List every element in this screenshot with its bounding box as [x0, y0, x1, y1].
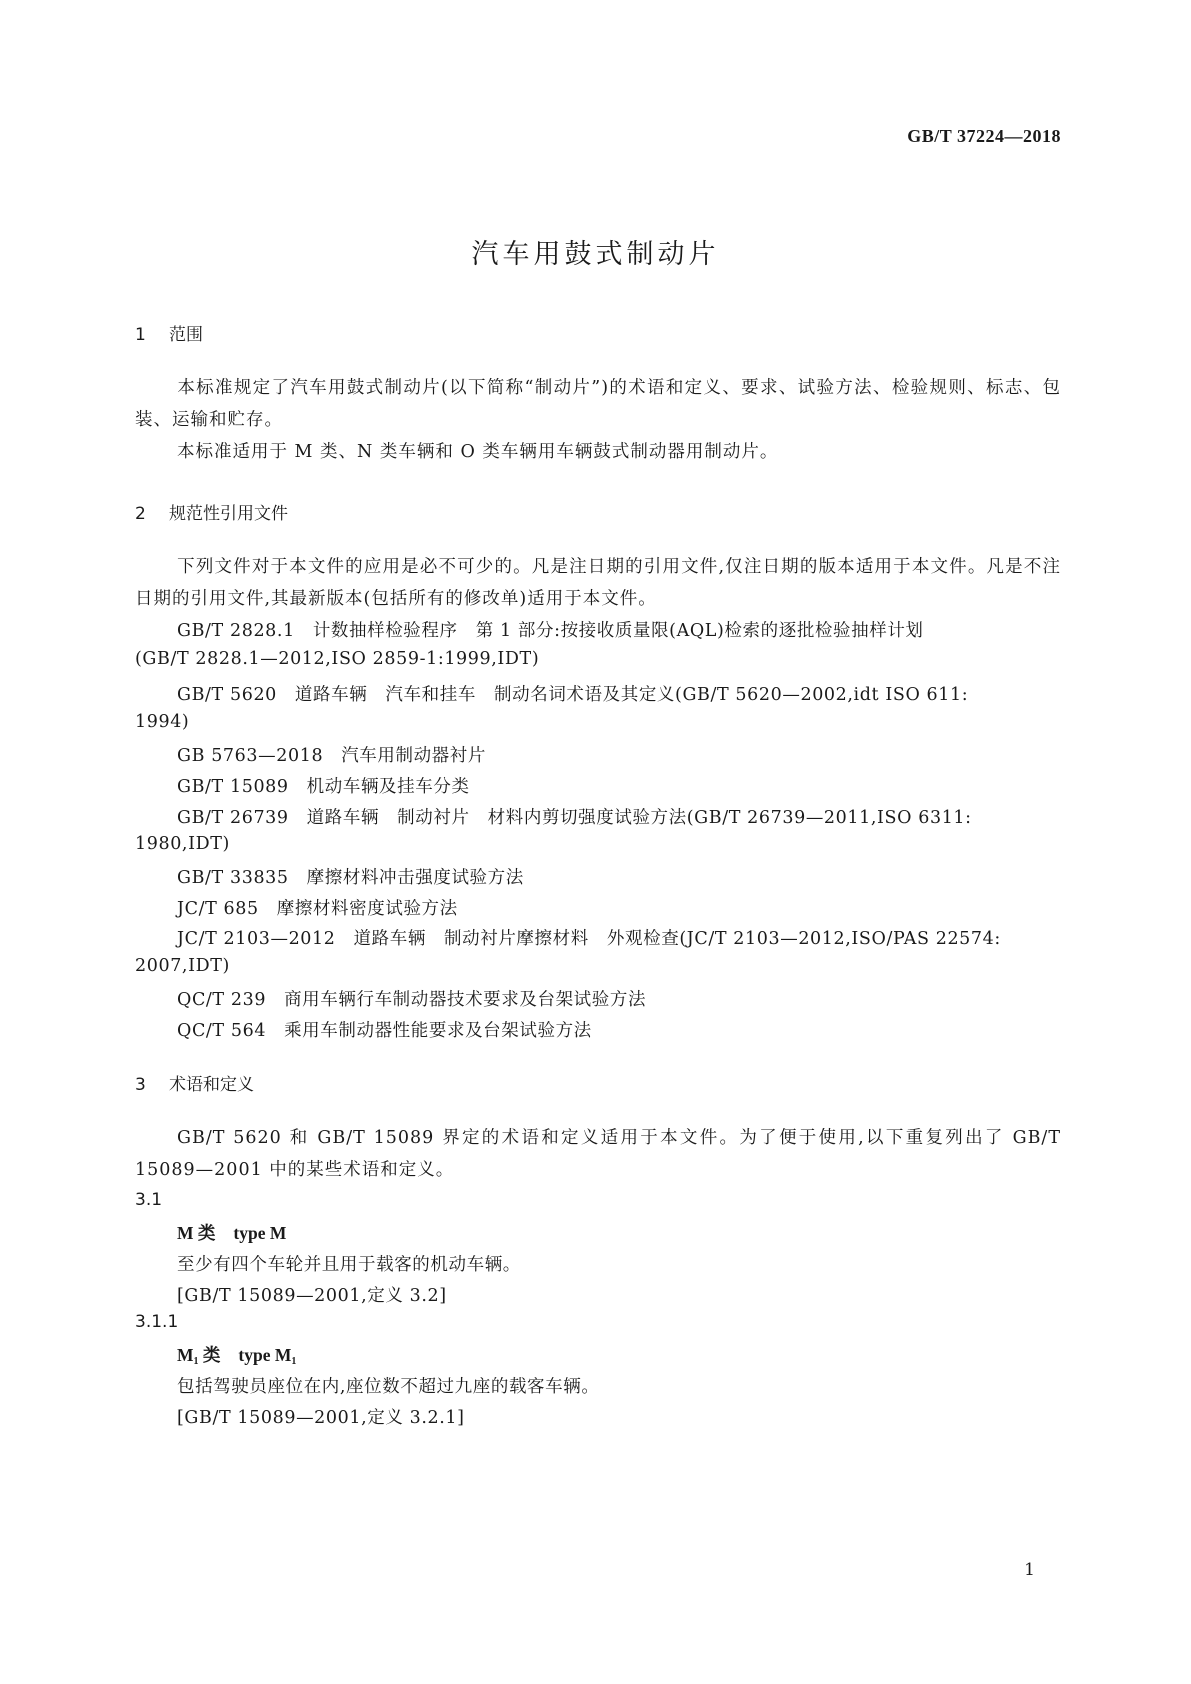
section-title: 范围 [169, 325, 203, 345]
reference-continuation: 2007,IDT) [135, 956, 230, 976]
reference-title: 道路车辆 制动衬片 材料内剪切强度试验方法(GB/T 26739—2011,ISO 6311: [306, 808, 972, 828]
page-number: 1 [1024, 1560, 1035, 1580]
section-3-heading [135, 1070, 254, 1095]
reference-code: GB/T 33835 [177, 868, 289, 888]
reference-code: JC/T 685 [177, 899, 259, 919]
term-zh: M 类 [177, 1223, 216, 1243]
term-heading [177, 1342, 296, 1367]
reference-title: 机动车辆及挂车分类 [306, 777, 470, 797]
reference-title: 道路车辆 汽车和挂车 制动名词术语及其定义(GB/T 5620—2002,idt ISO 611: [294, 685, 969, 705]
reference-item [177, 986, 646, 1011]
reference-code: GB 5763—2018 [177, 746, 324, 766]
section-number: 3 [135, 1075, 146, 1095]
reference-code: GB/T 2828.1 [177, 621, 295, 641]
reference-item [177, 1017, 592, 1042]
reference-code: QC/T 564 [177, 1021, 267, 1041]
reference-item [177, 681, 968, 706]
paragraph-text: GB/T 5620 和 GB/T 15089 界定的术语和定义适用于本文件。为了便于使用,以下重复列出了 GB/T 15089—2001 中的某些术语和定义。 [135, 1128, 1061, 1180]
reference-item [177, 617, 924, 642]
section-1-paragraph-2 [135, 436, 1061, 468]
term-zh-main: M [177, 1345, 194, 1365]
reference-title: 商用车辆行车制动器技术要求及台架试验方法 [284, 990, 647, 1010]
reference-code: GB/T 15089 [177, 777, 289, 797]
reference-continuation: (GB/T 2828.1—2012,ISO 2859-1:1999,IDT) [135, 649, 540, 669]
term-zh-subscript: 1 [193, 1356, 199, 1367]
reference-code: JC/T 2103—2012 [177, 929, 336, 949]
reference-continuation: 1994) [135, 712, 190, 732]
reference-title: 计数抽样检验程序 第 1 部分:按接收质量限(AQL)检索的逐批检验抽样计划 [312, 621, 924, 641]
reference-item [177, 895, 458, 920]
section-1-heading [135, 320, 203, 345]
reference-item [177, 742, 486, 767]
section-title: 术语和定义 [169, 1075, 254, 1095]
term-definition: 至少有四个车轮并且用于载客的机动车辆。 [177, 1255, 521, 1275]
section-2-heading [135, 499, 288, 524]
reference-title: 摩擦材料密度试验方法 [276, 899, 458, 919]
reference-code: QC/T 239 [177, 990, 267, 1010]
reference-item [177, 804, 972, 829]
term-en-main: type M [238, 1345, 292, 1365]
paragraph-text: 本标准规定了汽车用鼓式制动片(以下简称“制动片”)的术语和定义、要求、试验方法、检验规则、标志、包装、运输和贮存。 [135, 378, 1061, 430]
term-source: [GB/T 15089—2001,定义 3.2.1] [177, 1408, 465, 1428]
term-en: type M [233, 1223, 287, 1243]
section-3-intro [135, 1122, 1061, 1186]
standard-code: GB/T 37224—2018 [907, 126, 1061, 146]
term-en-subscript: 1 [291, 1356, 297, 1367]
paragraph-text: 下列文件对于本文件的应用是必不可少的。凡是注日期的引用文件,仅注日期的版本适用于本文件。凡是不注日期的引用文件,其最新版本(包括所有的修改单)适用于本文件。 [135, 557, 1061, 609]
reference-item [177, 864, 524, 889]
reference-title: 汽车用制动器衬片 [341, 746, 486, 766]
reference-item [177, 925, 1001, 950]
reference-title: 摩擦材料冲击强度试验方法 [306, 868, 524, 888]
reference-title: 乘用车制动器性能要求及台架试验方法 [284, 1021, 592, 1041]
term-heading [177, 1220, 286, 1245]
reference-code: GB/T 5620 [177, 685, 277, 705]
reference-item [177, 773, 470, 798]
section-2-intro [135, 551, 1061, 615]
term-definition: 包括驾驶员座位在内,座位数不超过九座的载客车辆。 [177, 1377, 600, 1397]
document-title: 汽车用鼓式制动片 [471, 239, 720, 270]
section-1-paragraph-1 [135, 372, 1061, 436]
reference-code: GB/T 26739 [177, 808, 289, 828]
section-number: 2 [135, 504, 146, 524]
section-number: 1 [135, 325, 146, 345]
reference-title: 道路车辆 制动衬片摩擦材料 外观检查(JC/T 2103—2012,ISO/PAS 22574: [353, 929, 1001, 949]
section-title: 规范性引用文件 [169, 504, 288, 524]
reference-continuation: 1980,IDT) [135, 834, 230, 854]
term-zh-suffix: 类 [202, 1345, 221, 1365]
paragraph-text: 本标准适用于 M 类、N 类车辆和 O 类车辆用车辆鼓式制动器用制动片。 [177, 442, 779, 462]
term-number: 3.1 [135, 1190, 163, 1210]
term-source: [GB/T 15089—2001,定义 3.2] [177, 1286, 447, 1306]
term-number: 3.1.1 [135, 1312, 179, 1332]
